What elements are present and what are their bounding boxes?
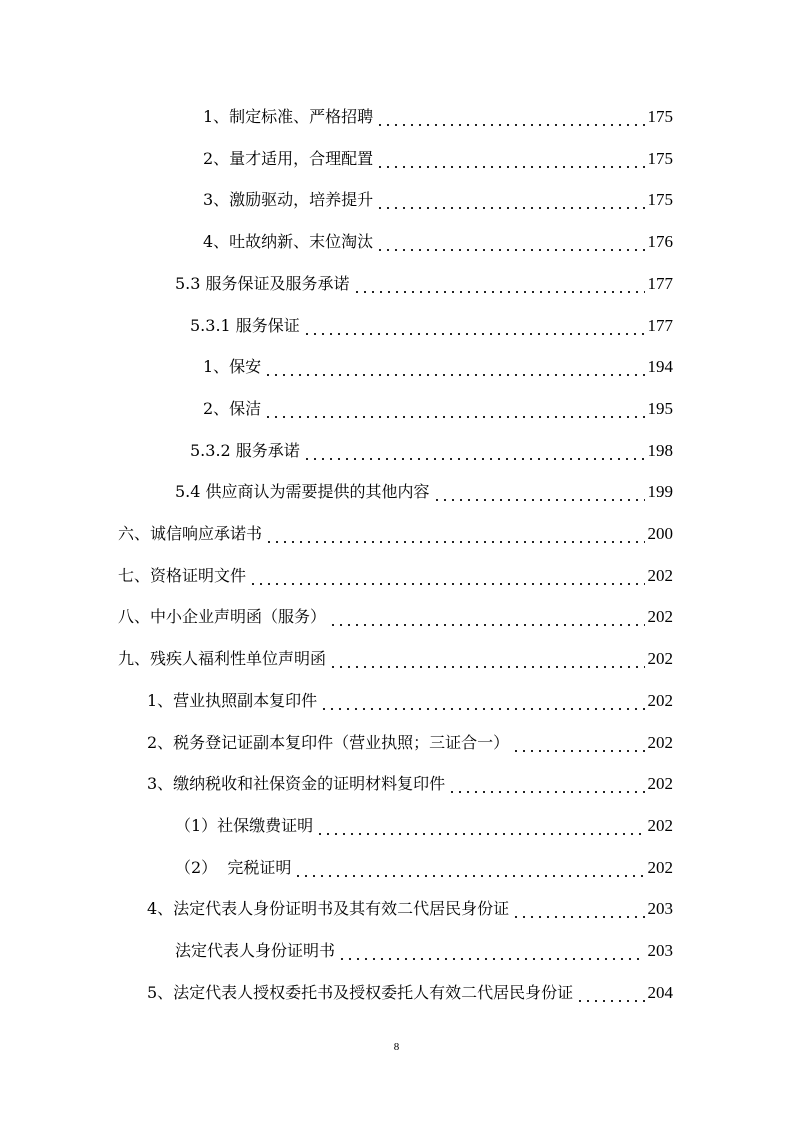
toc-entry[interactable]: [118, 521, 673, 547]
toc-entry[interactable]: [118, 604, 673, 630]
toc-entry-title: 5.3.1 服务保证: [190, 315, 300, 335]
toc-entry-page: 176: [647, 232, 673, 252]
toc-entry-page: 202: [647, 565, 673, 585]
dot-leader: [448, 771, 644, 797]
toc-entry-title: 3、缴纳税收和社保资金的证明材料复印件: [147, 774, 446, 794]
toc-entry-title: 3、激励驱动，培养提升: [203, 190, 374, 210]
toc-entry-page: 202: [647, 607, 673, 627]
toc-entry[interactable]: [203, 187, 673, 213]
dot-leader: [576, 980, 644, 1006]
toc-entry-page: 199: [647, 482, 673, 502]
toc-entry[interactable]: [190, 438, 673, 464]
toc-entry-page: 175: [647, 148, 673, 168]
dot-leader: [353, 271, 645, 297]
toc-entry-title: 5.3 服务保证及服务承诺: [175, 273, 350, 293]
toc-entry-title: 1、保安: [203, 357, 262, 377]
toc-entry-title: 八、中小企业声明函（服务）: [118, 607, 327, 627]
toc-entry[interactable]: [203, 146, 673, 172]
dot-leader: [303, 438, 645, 464]
toc-entry-title: 4、吐故纳新、末位淘汰: [203, 232, 374, 252]
dot-leader: [338, 938, 644, 964]
toc-entry-title: （2） 完税证明: [175, 857, 292, 877]
dot-leader: [376, 187, 644, 213]
toc-entry-title: 1、营业执照副本复印件: [147, 690, 318, 710]
toc-entry-page: 175: [647, 190, 673, 210]
toc-entry-page: 202: [647, 774, 673, 794]
toc-entry-title: （1）社保缴费证明: [175, 815, 314, 835]
toc-entry-page: 200: [647, 524, 673, 543]
toc-entry[interactable]: [190, 313, 673, 339]
dot-leader: [376, 104, 644, 130]
toc-entry-title: 4、法定代表人身份证明书及其有效二代居民身份证: [147, 899, 510, 919]
dot-leader: [433, 479, 645, 505]
dot-leader: [264, 354, 644, 380]
dot-leader: [376, 146, 644, 172]
toc-entry-page: 203: [647, 941, 673, 960]
dot-leader: [512, 896, 644, 922]
toc-entry[interactable]: [118, 563, 673, 589]
toc-entry-page: 202: [647, 732, 673, 752]
toc-entry-page: 194: [647, 357, 673, 377]
toc-entry-page: 195: [647, 398, 673, 418]
toc-entry-title: 5.3.2 服务承诺: [190, 440, 300, 460]
toc-entry-title: 5、法定代表人授权委托书及授权委托人有效二代居民身份证: [147, 982, 574, 1002]
toc-entry-page: 202: [647, 690, 673, 710]
toc-entry-title: 2、量才适用，合理配置: [203, 148, 374, 168]
toc-entry[interactable]: [147, 896, 673, 922]
dot-leader: [303, 313, 645, 339]
dot-leader: [294, 855, 644, 881]
toc-entry-page: 202: [647, 815, 673, 835]
toc-entry-title: 法定代表人身份证明书: [175, 941, 336, 960]
toc-entry-page: 198: [647, 440, 673, 460]
toc-entry[interactable]: [147, 980, 673, 1006]
toc-entry[interactable]: [147, 688, 673, 714]
toc-entry-page: 177: [647, 273, 673, 293]
toc-entry[interactable]: [203, 104, 673, 130]
dot-leader: [320, 688, 644, 714]
toc-entry-title: 2、保洁: [203, 398, 262, 418]
page-number: 8: [393, 1041, 400, 1053]
toc-entry-title: 六、诚信响应承诺书: [118, 524, 263, 543]
toc-entry[interactable]: [147, 730, 673, 756]
toc-entry[interactable]: [175, 271, 673, 297]
toc-entry[interactable]: [175, 479, 673, 505]
toc-entry-page: 175: [647, 107, 673, 126]
dot-leader: [512, 730, 644, 756]
toc-entry-title: 5.4 供应商认为需要提供的其他内容: [175, 482, 430, 502]
toc-entry-title: 1、制定标准、严格招聘: [203, 107, 374, 126]
toc-entry-page: 202: [647, 857, 673, 877]
toc-entry-title: 九、残疾人福利性单位声明函: [118, 649, 327, 669]
toc-entry-title: 七、资格证明文件: [118, 565, 247, 585]
toc-entry[interactable]: [203, 396, 673, 422]
toc-entry[interactable]: [175, 855, 673, 881]
dot-leader: [376, 229, 644, 255]
toc-entry[interactable]: [118, 646, 673, 672]
dot-leader: [316, 813, 644, 839]
toc-entry-page: 204: [647, 982, 673, 1002]
toc-entry[interactable]: [175, 813, 673, 839]
toc-entry-page: 177: [647, 315, 673, 335]
dot-leader: [329, 646, 644, 672]
toc-entry[interactable]: [203, 229, 673, 255]
dot-leader: [264, 396, 644, 422]
dot-leader: [329, 604, 644, 630]
dot-leader: [249, 563, 644, 589]
toc-entry-page: 202: [647, 649, 673, 669]
toc-entry[interactable]: [175, 938, 673, 964]
dot-leader: [265, 521, 644, 547]
toc-entry-page: 203: [647, 899, 673, 919]
toc-entry[interactable]: [147, 771, 673, 797]
toc-entry[interactable]: [203, 354, 673, 380]
toc-entry-title: 2、税务登记证副本复印件（营业执照；三证合一）: [147, 732, 510, 752]
